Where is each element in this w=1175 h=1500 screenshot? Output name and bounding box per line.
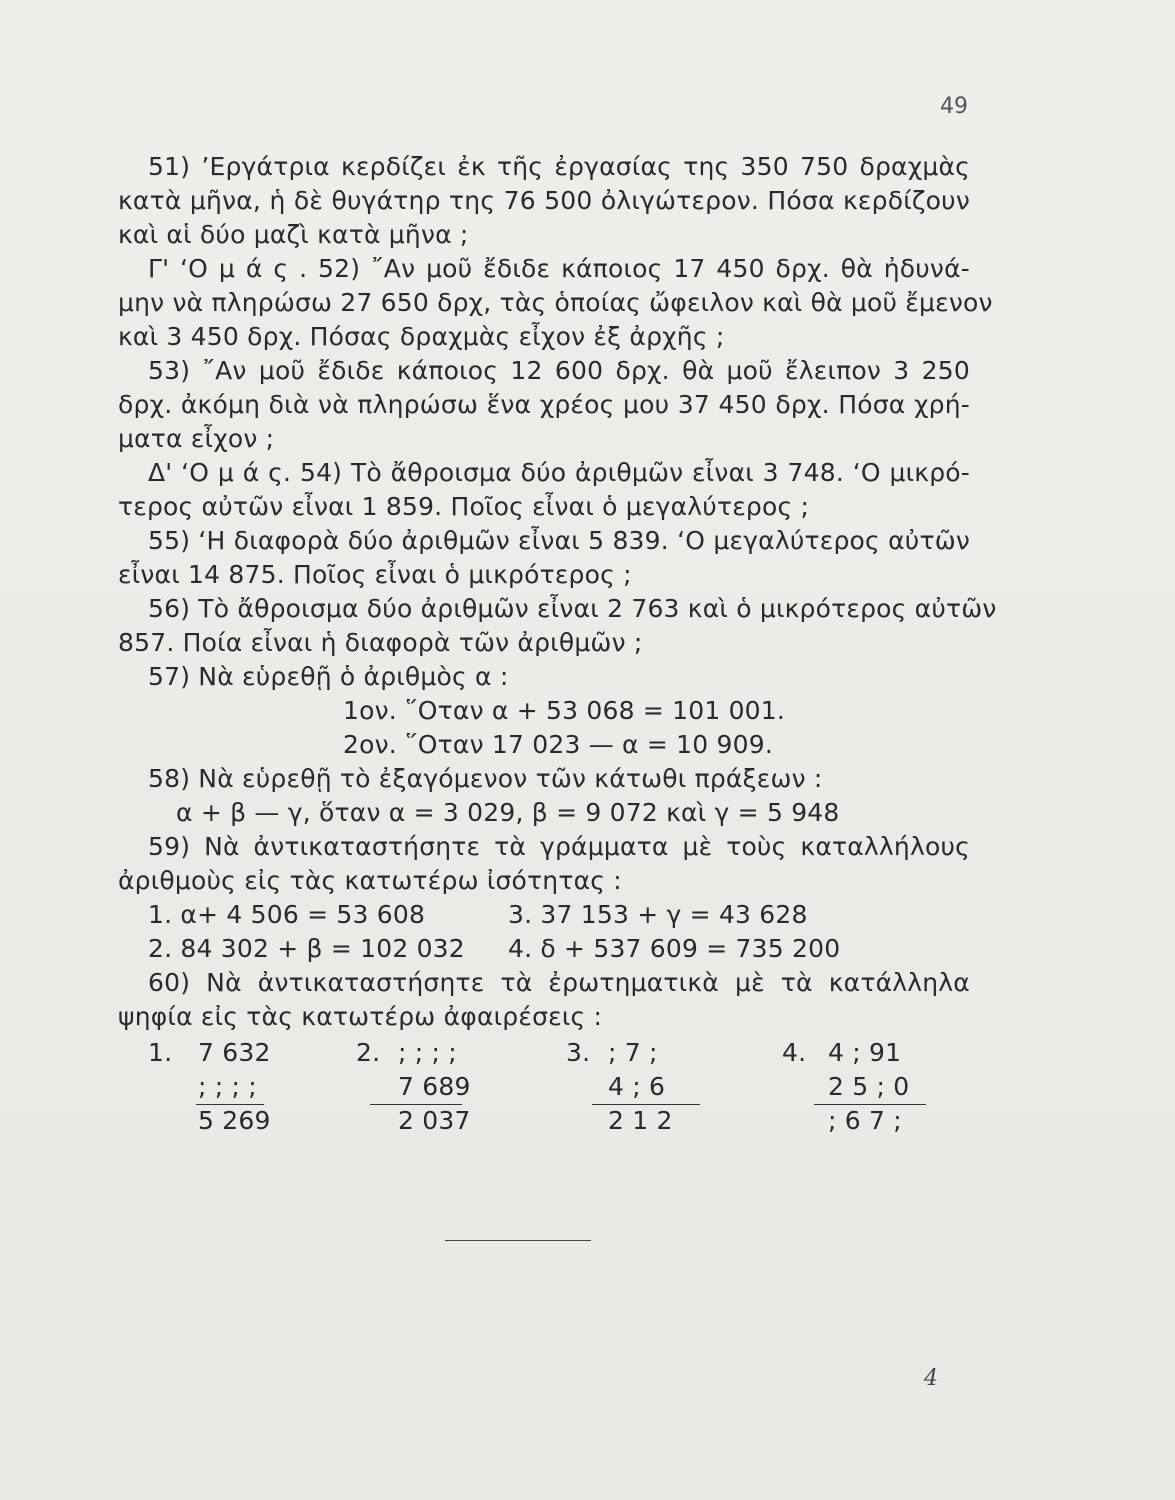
equation-item: 2. 84 302 + β = 102 032 [148, 934, 465, 963]
equation-line: 1ον. ῞Οταν α + 53 068 = 101 001. [343, 696, 786, 725]
subtraction-label: 2. [356, 1038, 381, 1067]
exercise-text [118, 150, 997, 1136]
text-line: 55) ‘Η διαφορὰ δύο ἀριθμῶν εἶναι 5 839. ‘Ο μεγαλύτερος αὐτῶν [148, 526, 970, 555]
text-line: κατὰ μῆνα, ἡ δὲ θυγάτηρ της 76 500 ὀλιγώτερον. Πόσα κερδίζουν [118, 186, 970, 215]
subtraction-top: ; 7 ; [608, 1038, 658, 1067]
text-line: 56) Τὸ ἄθροισμα δύο ἀριθμῶν εἶναι 2 763 καὶ ὁ μικρότερος αὐτῶν [148, 594, 997, 623]
subtraction-result: 2 037 [398, 1106, 471, 1135]
text-line: ἀριθμοὺς εἰς τὰς κατωτέρω ἰσότητας : [118, 866, 622, 895]
subtraction-top: 7 632 [198, 1038, 271, 1067]
equations-59 [118, 898, 970, 966]
text-line: καὶ 3 450 δρχ. Πόσας δραχμὰς εἶχον ἐξ ἀρχῆς ; [118, 322, 725, 351]
subtraction-result: 2 1 2 [608, 1106, 673, 1135]
subtraction-top: ; ; ; ; [398, 1038, 457, 1067]
text-line: 60) Νὰ ἀντικαταστήσητε τὰ ἐρωτηματικὰ μὲ τὰ κατάλληλα [148, 968, 970, 997]
subtractions-60 [118, 1034, 970, 1136]
text-line: ψηφία εἰς τὰς κατωτέρω ἀφαιρέσεις : [118, 1002, 603, 1031]
text-line: μην νὰ πληρώσω 27 650 δρχ, τὰς ὁποίας ὤφειλον καὶ θὰ μοῦ ἔμενον [118, 288, 993, 317]
page-number: 49 [940, 94, 968, 119]
text-line: καὶ αἱ δύο μαζὶ κατὰ μῆνα ; [118, 220, 469, 249]
text-line: 857. Ποία εἶναι ἡ διαφορὰ τῶν ἀριθμῶν ; [118, 628, 643, 657]
text-line: 51) ’Εργάτρια κερδίζει ἐκ τῆς ἐργασίας της 350 750 δραχμὰς [148, 152, 970, 181]
text-line: ματα εἶχον ; [118, 424, 275, 453]
footer-divider [445, 1240, 591, 1241]
equation-line: 2ον. ῞Οταν 17 023 — α = 10 909. [343, 730, 773, 759]
text-line: Δ' ‘Ο μ ά ς. 54) Τὸ ἄθροισμα δύο ἀριθμῶν εἶναι 3 748. ‘Ο μικρό- [148, 458, 970, 487]
text-line: 57) Νὰ εὑρεθῇ ὁ ἀριθμὸς α : [148, 662, 509, 691]
subtraction-result: ; 6 7 ; [828, 1106, 902, 1135]
text-line: τερος αὐτῶν εἶναι 1 859. Ποῖος εἶναι ὁ μεγαλύτερος ; [118, 492, 810, 521]
subtraction-label: 1. [148, 1038, 173, 1067]
subtraction-result: 5 269 [198, 1106, 271, 1135]
text-line: Γ' ‘Ο μ ά ς . 52) ῎Αν μοῦ ἔδιδε κάποιος 17 450 δρχ. θὰ ἠδυνά- [148, 254, 970, 283]
equation-item: 1. α+ 4 506 = 53 608 [148, 900, 426, 929]
text-line: 59) Νὰ ἀντικαταστήσητε τὰ γράμματα μὲ τοὺς καταλλήλους [148, 832, 970, 861]
subtraction-mid: 2 5 ; 0 [828, 1072, 910, 1101]
equation-line: α + β — γ, ὅταν α = 3 029, β = 9 072 καὶ γ = 5 948 [176, 798, 840, 827]
equation-item: 3. 37 153 + γ = 43 628 [508, 900, 808, 929]
subtraction-mid: 4 ; 6 [608, 1072, 666, 1101]
equation-item: 4. δ + 537 609 = 735 200 [508, 934, 841, 963]
subtraction-label: 3. [566, 1038, 591, 1067]
text-line: 58) Νὰ εὑρεθῇ τὸ ἐξαγόμενον τῶν κάτωθι πράξεων : [148, 764, 823, 793]
subtraction-top: 4 ; 91 [828, 1038, 902, 1067]
text-line: 53) ῎Αν μοῦ ἔδιδε κάποιος 12 600 δρχ. θὰ μοῦ ἔλειπον 3 250 [148, 356, 970, 385]
text-line: δρχ. ἀκόμη διὰ νὰ πληρώσω ἕνα χρέος μου 37 450 δρχ. Πόσα χρή- [118, 390, 970, 419]
text-line: εἶναι 14 875. Ποῖος εἶναι ὁ μικρότερος ; [118, 560, 632, 589]
subtraction-mid: ; ; ; ; [198, 1072, 257, 1101]
signature-mark: 4 [924, 1366, 938, 1391]
subtraction-label: 4. [782, 1038, 807, 1067]
subtraction-mid: 7 689 [398, 1072, 471, 1101]
